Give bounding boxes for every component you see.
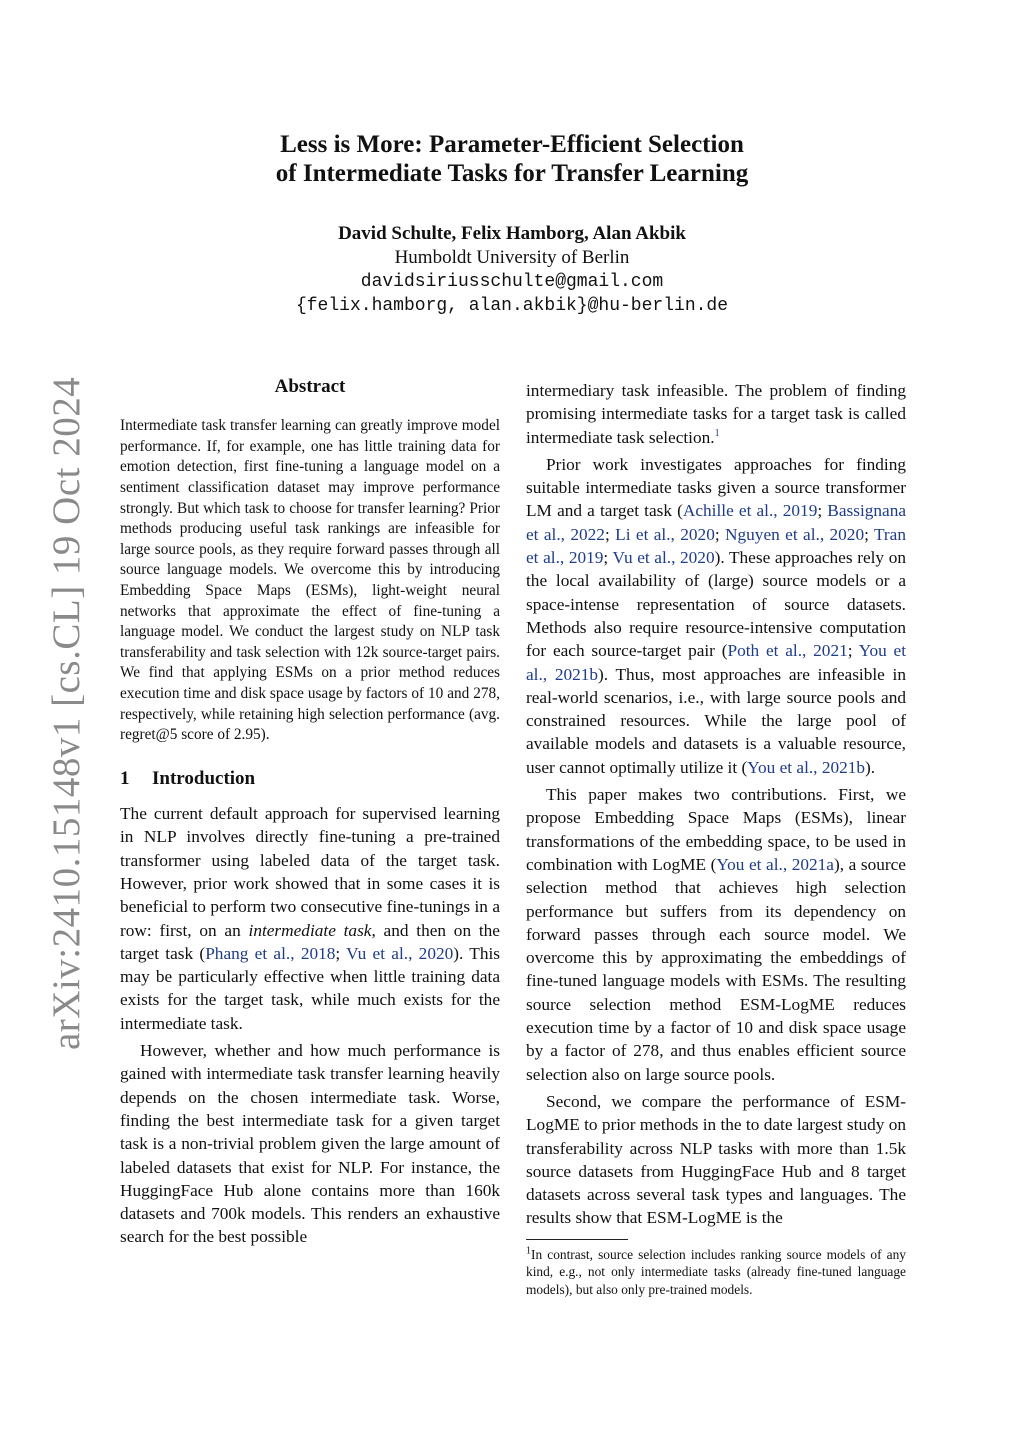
affiliation: Humboldt University of Berlin xyxy=(394,247,630,268)
email-primary: davidsiriusschulte@gmail.com xyxy=(360,272,664,292)
footnote-mark: 1 xyxy=(526,1245,531,1257)
paragraph-text: ). These approaches rely on the local availability of (large) source models or a space-intense representation of source datasets. Methods also require resource-intensive computation for each source-target pair ( xyxy=(526,548,906,661)
footnote xyxy=(526,1246,906,1299)
footnote-text: In contrast, source selection includes ranking source models of any kind, e.g., not only intermediate tasks (already fine-tuned language models), but also only pre-trained models. xyxy=(526,1246,906,1297)
citation-link[interactable]: Achille et al., 2019 xyxy=(682,501,818,521)
citation-separator: ; xyxy=(817,501,828,521)
intro-paragraph-3 xyxy=(526,453,906,779)
citation-link[interactable]: Poth et al., 2021 xyxy=(727,641,848,661)
citation-link[interactable]: Nguyen et al., 2020 xyxy=(725,524,865,544)
intro-paragraph-1 xyxy=(120,802,500,1035)
citation-link[interactable]: You et al., 2021b xyxy=(526,641,907,684)
emphasis-intermediate-task: intermediate task xyxy=(248,920,372,940)
abstract-heading: Abstract xyxy=(274,376,346,397)
citation-link[interactable]: You et al., 2021a xyxy=(716,854,834,874)
abstract-text: Intermediate task transfer learning can greatly improve model performance. If, for example, one has little training data for emotion detection, first fine-tuning a language model on a sentiment classification dataset may improve performance strongly. But which task to choose for transfer learning? Prior methods producing useful task rankings are infeasible for large source pools, as they require forward passes through all source language models. We overcome this by introducing Embedding Space Maps (ESMs), light-weight neural networks that approximate the effect of fine-tuning a language model. We conduct the largest study on NLP task transferability and task selection with 12k source-target pairs. We find that applying ESMs on a prior method reduces execution time and disk space usage by factors of 10 and 278, respectively, while retaining high selection performance (avg. regret@5 score of 2.95). xyxy=(120,417,500,744)
citation-separator: ; xyxy=(847,641,859,661)
citation-link[interactable]: Vu et al., 2020 xyxy=(612,548,715,568)
citation-link[interactable]: Bassignana et al., 2022 xyxy=(526,501,907,544)
section-number: 1 xyxy=(120,767,130,789)
paragraph-text: intermediary task infeasible. The problem of finding promising intermediate tasks for a target task is called intermediate task selection. xyxy=(526,381,906,447)
title-line-2: of Intermediate Tasks for Transfer Learning xyxy=(275,160,749,187)
citation-link[interactable]: Phang et al., 2018 xyxy=(205,943,336,963)
paragraph-text: ). This may be particularly effective when little training data exists for the target task, while much exists for the intermediate task. xyxy=(120,943,501,1033)
title-line-1: Less is More: Parameter-Efficient Selection xyxy=(280,131,744,158)
citation-separator: ; xyxy=(714,524,726,544)
paragraph-text: This paper makes two contributions. First, we propose Embedding Space Maps (ESMs), linear transformations of the embedding space, to be used in combination with LogME ( xyxy=(526,785,906,874)
right-column xyxy=(526,379,906,1298)
intro-paragraph-4 xyxy=(526,783,906,1086)
paragraph-text: ). xyxy=(865,757,876,777)
paragraph-text: ), a source selection method that achieves high selection performance but suffers from its dependency on forward passes through each source model. We overcome this by approximating the embeddings of fine-tuned language models with ESMs. The resulting source selection method ESM-LogME reduces execution time by a factor of 10 and disk space usage by a factor of 278, and thus enables efficient source selection also on large source pools. xyxy=(526,854,906,1084)
citation-separator: ; xyxy=(603,548,613,568)
citation-link[interactable]: Li et al., 2020 xyxy=(615,524,715,544)
paragraph-text: The current default approach for supervised learning in NLP involves directly fine-tuning a pre-trained transformer using labeled data of the target task. However, prior work showed that in some cases it is beneficial to perform two consecutive fine-tunings in a row: first, on an xyxy=(120,804,500,940)
paragraph-text: ). Thus, most approaches are infeasible in real-world scenarios, i.e., with large source pools and constrained resources. While the large pool of available models and datasets is a valuable resource, user cannot optimally utilize it ( xyxy=(526,664,906,777)
intro-paragraph-2: However, whether and how much performance is gained with intermediate task transfer learning heavily depends on the chosen intermediate task. Worse, finding the best intermediate task for a given target task is a non-trivial problem given the large amount of labeled datasets that exist for NLP. For instance, the HuggingFace Hub alone contains more than 160k datasets and 700k models. This renders an exhaustive search for the best possible xyxy=(120,1041,500,1247)
author-names: David Schulte, Felix Hamborg, Alan Akbik xyxy=(338,223,686,244)
intro-paragraph-2-continued xyxy=(526,379,906,449)
citation-separator: ; xyxy=(335,943,347,963)
citation-separator: ; xyxy=(604,524,616,544)
citation-link[interactable]: You et al., 2021b xyxy=(747,757,866,777)
paper-title xyxy=(0,130,1024,188)
footnote-marker-link[interactable]: 1 xyxy=(714,427,720,439)
citation-link[interactable]: Tran et al., 2019 xyxy=(526,524,906,568)
email-secondary: {felix.hamborg, alan.akbik}@hu-berlin.de xyxy=(295,296,729,316)
author-block xyxy=(0,222,1024,318)
section-heading-introduction xyxy=(120,767,500,790)
citation-link[interactable]: Vu et al., 2020 xyxy=(346,943,454,963)
left-column xyxy=(120,375,500,1249)
section-title: Introduction xyxy=(152,767,256,789)
paragraph-text: , and then on the target task ( xyxy=(120,920,500,963)
paragraph-text: Prior work investigates approaches for finding suitable intermediate tasks given a source transformer LM and a target task ( xyxy=(526,454,906,521)
arxiv-identifier: arXiv:2410.15148v1 [cs.CL] 19 Oct 2024 xyxy=(45,376,88,1050)
citation-separator: ; xyxy=(864,524,874,544)
footnote-divider xyxy=(526,1239,628,1240)
intro-paragraph-5: Second, we compare the performance of ESM-LogME to prior methods in the to date largest study on transferability across NLP tasks with more than 1.5k source datasets from HuggingFace Hub and 8 target datasets across several task types and languages. The results show that ESM-LogME is the xyxy=(526,1091,906,1228)
